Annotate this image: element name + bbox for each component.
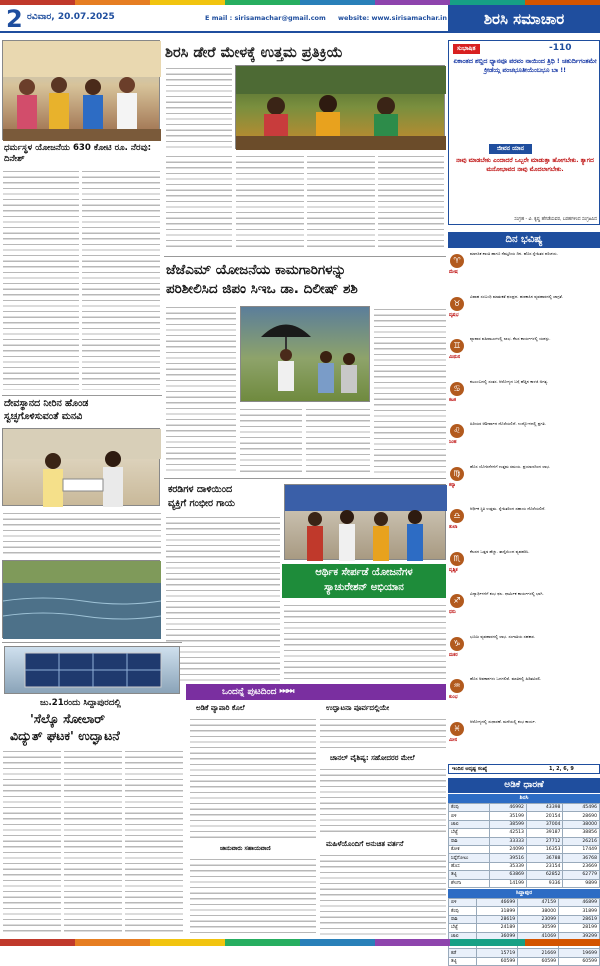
price-cell: 9336: [526, 879, 563, 887]
price-cell: 46992: [490, 804, 527, 812]
subhashita-tag: ಸುಭಾಷಿತ: [453, 44, 480, 54]
price-cell: 46699: [477, 899, 518, 907]
price-cell: 24099: [490, 845, 527, 853]
price-cell: 17449: [563, 845, 600, 853]
zodiac-icon: ♐: [450, 594, 464, 608]
horoscope-item: [448, 335, 600, 365]
census-headline-line2: ಸ್ಯಾಚುರೇಶನ್ ಅಭಿಯಾನ: [324, 582, 404, 593]
variety-name: ಕೆಂಪು: [449, 907, 477, 915]
sirsi-price-table: [448, 803, 600, 888]
dere-mela-body-col0: [166, 65, 232, 149]
news-photo-memorandum: [2, 428, 160, 506]
zodiac-prediction: ಕೆಲಸದ ಒತ್ತಡ ಹೆಚ್ಚು. ತಾಳ್ಮೆಯಿಂದ ವ್ಯವಹರಿಸಿ.: [470, 548, 530, 554]
divider: [164, 478, 446, 479]
horoscope-item: [448, 505, 600, 535]
sirsi-market-label: ಶಿರಸಿ: [448, 794, 600, 803]
email-address[interactable]: E mail : sirisamachar@gmail.com: [205, 14, 326, 22]
bear-headline-line1: ಕರಡಿಗಳ ದಾಳಿಯಿಂದ: [168, 484, 233, 495]
horoscope-item: [448, 420, 600, 450]
price-cell: 38599: [490, 820, 527, 828]
dere-mela-body-col2: [236, 153, 304, 251]
price-cell: 9899: [563, 879, 600, 887]
women-misbehaviour-body: [320, 852, 446, 936]
inauguration-body: [320, 716, 446, 750]
price-cell: 23669: [563, 862, 600, 870]
website-link[interactable]: website: www.sirisamachar.in: [338, 14, 448, 22]
horoscope-item: [448, 590, 600, 620]
jjm-body-col4: [374, 306, 446, 474]
variety-name: ರಾಶಿ: [449, 837, 490, 845]
news-photo-jjm: [240, 306, 370, 402]
zodiac-icon: ♑: [450, 637, 464, 651]
price-row: [449, 862, 600, 870]
price-cell: 42513: [490, 829, 527, 837]
price-row: [449, 820, 600, 828]
devasthana-headline-line1: ದೇವಸ್ಥಾನದ ನೀರಿನ ಹೊಂಡ: [4, 398, 89, 409]
price-cell: 28619: [477, 915, 518, 923]
jjm-headline-line2: ಪರಿಶೀಲಿಸಿದ ಜಿಪಂ ಸಿಇಒ ಡಾ. ದಿಲೀಷ್ ಶಶಿ: [166, 281, 358, 297]
price-cell: 46899: [559, 899, 600, 907]
price-row: [449, 924, 600, 932]
price-cell: 47159: [518, 899, 559, 907]
horoscope-item: [448, 633, 600, 663]
price-row: [449, 949, 600, 957]
zodiac-icon: ♈: [450, 254, 464, 268]
subhashita-number: -110: [549, 43, 572, 53]
news-photo-dharmasthala: [2, 40, 160, 140]
divider: [2, 642, 182, 643]
zodiac-name: ಮೇಷ: [449, 270, 458, 275]
price-cell: 60599: [518, 957, 559, 965]
zodiac-prediction: ಹಿರಿಯರ ಆಶೀರ್ವಾದ ದೊರೆಯಲಿದೆ. ಉದ್ಯೋಗದಲ್ಲಿ ಪ್ರಗತಿ.: [470, 421, 547, 426]
divider: [164, 256, 446, 257]
news-photo-bank-event: [284, 484, 446, 560]
price-cell: 41069: [518, 932, 559, 940]
price-cell: 27712: [526, 837, 563, 845]
price-cell: 60599: [477, 957, 518, 965]
zodiac-name: ಮೀನ: [449, 737, 458, 743]
price-cell: 36099: [477, 932, 518, 940]
zodiac-prediction: ಹೊಸ ಯೋಜನೆಗಳಿಗೆ ಉತ್ತಮ ಸಮಯ. ಪ್ರಯಾಣದಿಂದ ಲಾಭ.: [470, 463, 551, 469]
zodiac-icon: ♒: [450, 679, 464, 693]
price-cell: 23154: [526, 862, 563, 870]
horoscope-item: [448, 463, 600, 493]
horoscope-item: [448, 675, 600, 705]
price-row: [449, 899, 600, 907]
variety-name: ಕಡೆ: [449, 949, 477, 957]
devasthana-headline-line2: ಸ್ವಚ್ಛಗೊಳಿಸುವಂತೆ ಮನವಿ: [4, 411, 83, 422]
lucky-number-values: 1, 2, 6, 9: [549, 766, 574, 772]
price-cell: 38000: [563, 820, 600, 828]
cattle-helpline-headline: ಜಾನುವಾರು ಸಹಾಯವಾಣಿ: [220, 845, 271, 852]
adike-murder-body: [190, 716, 316, 840]
issue-date: ರವಿವಾರ, 20.07.2025: [27, 12, 115, 22]
price-cell: 37004: [526, 820, 563, 828]
variety-name: ಚಾಲಿ: [449, 820, 490, 828]
solar-body-col1: [3, 748, 61, 936]
subhashita-box: [448, 40, 600, 225]
channel-feature-body: [320, 766, 446, 836]
price-cell: 39187: [526, 829, 563, 837]
price-cell: 31899: [477, 907, 518, 915]
price-cell: 36788: [526, 854, 563, 862]
zodiac-name: ಮಿಥುನ: [449, 355, 461, 360]
zodiac-icon: ♎: [450, 509, 464, 523]
zodiac-name: ಮಕರ: [449, 652, 458, 658]
price-cell: 39299: [559, 932, 600, 940]
price-cell: 60599: [559, 957, 600, 965]
women-misbehaviour-headline: ಮಹಿಳೆಯೊಂದಿಗೆ ಅನುಚಿತ ವರ್ತನೆ: [326, 840, 404, 848]
zodiac-prediction: ಭೂಮಿ ವ್ಯವಹಾರದಲ್ಲಿ ಲಾಭ. ಸಂಗಾತಿಯ ಸಹಕಾರ.: [470, 633, 536, 639]
price-cell: 30599: [518, 924, 559, 932]
dere-mela-body-col3: [307, 153, 375, 251]
variety-name: ಶೇಂಗಾ: [449, 879, 490, 887]
price-cell: 31899: [559, 907, 600, 915]
price-cell: 16353: [526, 845, 563, 853]
price-cell: 14199: [490, 879, 527, 887]
variety-name: ಬಿಳಿ: [449, 812, 490, 820]
dharmasthala-body-col1: [3, 168, 79, 390]
price-cell: 24189: [477, 924, 518, 932]
lucky-number-row: [448, 764, 600, 774]
census-headline-box: [282, 564, 446, 598]
price-row: [449, 879, 600, 887]
cattle-helpline-body: [190, 856, 316, 936]
zodiac-prediction: ವಿದ್ಯಾರ್ಥಿಗಳಿಗೆ ಶುಭ ಫಲ. ಧಾರ್ಮಿಕ ಕಾರ್ಯಗಳಲ್ಲಿ ಭಾಗಿ.: [470, 591, 544, 596]
solar-body-col3: [125, 748, 183, 936]
jeevana-yana-message: ನಾವು ಮಾಡಬೇಕು ಎಂದಾದರೆ ಒಬ್ಬರೇ ಮಾಡುತ್ತಾ ಹೋಗಬೇಕು. ತ್ಯಾಗದ ಮನೋಭಾವದ ನಾವು ಮೊದಲಾಗಬೇಕು.: [456, 157, 594, 173]
channel-feature-headline: ಚಾನಲ್ ವೈಶಿಷ್ಯ: ಸಹೋದರರ ಮೇಲೆ: [330, 754, 415, 762]
variety-name: ಹೊಸ: [449, 862, 490, 870]
zodiac-prediction: ಹೊಸ ಅವಕಾಶಗಳು ಒದಗಲಿವೆ. ಮಾತಿನಲ್ಲಿ ಹಿಡಿತವಿರಲಿ.: [470, 676, 542, 681]
price-cell: 38000: [518, 907, 559, 915]
horoscope-item: [448, 378, 600, 408]
variety-name: ಬೆಟ್ಟೆ: [449, 829, 490, 837]
adike-murder-headline: ಅಡಿಕೆ ವ್ಯಾಪಾರಿ ಕೊಲೆ: [196, 704, 245, 712]
zodiac-name: ಕನ್ಯಾ: [449, 482, 456, 488]
bear-body: [166, 514, 280, 682]
price-row: [449, 854, 600, 862]
jjm-body-col1: [166, 304, 236, 474]
price-cell: 45496: [563, 804, 600, 812]
variety-name: ಬೆಟ್ಟೆ: [449, 924, 477, 932]
photo-umbrella-icon: [241, 307, 371, 403]
price-row: [449, 812, 600, 820]
zodiac-icon: ♌: [450, 424, 464, 438]
zodiac-name: ಕುಂಭ: [449, 695, 458, 700]
price-cell: 63869: [490, 871, 527, 879]
price-cell: 35339: [490, 862, 527, 870]
inauguration-headline: ಉದ್ಘಾಟನಾ ಪೂರ್ವದಲ್ಲಿಯೇ: [326, 704, 390, 712]
variety-name: ಕೆಂಪು: [449, 804, 490, 812]
price-cell: 39516: [490, 854, 527, 862]
horoscope-title: ದಿನ ಭವಿಷ್ಯ: [448, 232, 600, 248]
price-row: [449, 871, 600, 879]
variety-name: ಕೋಕ: [449, 845, 490, 853]
price-cell: 19699: [559, 949, 600, 957]
price-cell: 36768: [563, 854, 600, 862]
page-header: [0, 5, 600, 33]
color-strip-bottom: [0, 939, 600, 946]
zodiac-prediction: ವ್ಯಾಪಾರ ವಹಿವಾಟುಗಳಲ್ಲಿ ಲಾಭ. ಕೆಲಸ ಕಾರ್ಯಗಳಲ್ಲಿ ಯಶಸ್ಸು.: [470, 336, 551, 341]
horoscope-item: [448, 718, 600, 748]
zodiac-name: ತುಲಾ: [449, 525, 458, 530]
zodiac-icon: ♍: [450, 467, 464, 481]
jjm-headline-line1: ಜೆಜೆಎಮ್ ಯೋಜನೆಯ ಕಾಮಗಾರಿಗಳನ್ನು: [166, 262, 347, 278]
horoscope-item: [448, 293, 600, 323]
price-row: [449, 915, 600, 923]
dharmasthala-body-col2: [82, 168, 160, 390]
price-cell: 26216: [563, 837, 600, 845]
zodiac-prediction: ಆರ್ಥಿಕ ಸ್ಥಿತಿ ಉತ್ತಮ. ಸ್ನೇಹಿತರಿಂದ ಸಹಾಯ ದೊರೆಯಲಿದೆ.: [470, 506, 546, 511]
zodiac-icon: ♉: [450, 297, 464, 311]
variety-name: ತಟ್ಟಿ: [449, 957, 477, 965]
price-row: [449, 804, 600, 812]
price-cell: 62779: [563, 871, 600, 879]
solar-headline-line3: ವಿದ್ಯುತ್ ಘಟಕ' ಉದ್ಘಾಟನೆ: [10, 728, 120, 743]
continued-banner: ಒಂದನ್ನೆ ಪುಟದಿಂದ ⏭⏭: [186, 684, 446, 700]
zodiac-prediction: ವಿವಾಹ ಸಂಬಂಧಿ ಮಾತುಕತೆ ಫಲಪ್ರದ. ಹಣಕಾಸಿನ ವ್ಯವಹಾರದಲ್ಲಿ ಜಾಗ್ರತೆ.: [470, 293, 564, 299]
photo-stage-icon: [285, 485, 447, 561]
zodiac-name: ಕಟಕ: [449, 397, 456, 403]
jeevana-yana-signature: ಸಂಗ್ರಹ - ವಿ. ಕೃಷ್ಣ ಹೆಗಡೆಯವರ, ಬರಹಗಳಿಂದ ಸಂಗ್ರಹಿಸಿದ: [514, 217, 597, 222]
jjm-body-col3: [306, 406, 370, 474]
devasthana-body: [3, 510, 161, 555]
horoscope-item: [448, 548, 600, 578]
bear-headline-line2: ವ್ಯಕ್ತಿಗೆ ಗಂಭೀರ ಗಾಯ: [168, 498, 235, 509]
price-cell: 38856: [563, 829, 600, 837]
zodiac-prediction: ಕುಟುಂಬದಲ್ಲಿ ಸಂತಸ. ಆರೋಗ್ಯದ ಬಗ್ಗೆ ಹೆಚ್ಚಿನ ಕಾಳಜಿ ಅಗತ್ಯ.: [470, 378, 549, 384]
zodiac-icon: ♋: [450, 382, 464, 396]
dere-mela-body-col4: [378, 153, 444, 251]
price-cell: 62852: [526, 871, 563, 879]
masthead: ಶಿರಸಿ ಸಮಾಚಾರ: [448, 5, 600, 33]
census-headline-line1: ಆರ್ಥಿಕ ಸೇರ್ಪಡೆ ಯೋಜನೆಗಳ: [315, 567, 413, 578]
price-cell: 35199: [490, 812, 527, 820]
news-photo-water-tank: [2, 560, 160, 638]
price-cell: 28619: [559, 915, 600, 923]
solar-body-col2: [64, 748, 122, 936]
variety-name: ಬಿಳಿ: [449, 899, 477, 907]
solar-headline-line2: 'ಸೆಲ್ಕೊ ಸೋಲಾರ್: [30, 711, 105, 726]
price-cell: 43398: [526, 804, 563, 812]
news-photo-dere-mela: [235, 65, 445, 149]
siddapur-market-label: ಸಿದ್ದಾಪುರ: [448, 889, 600, 898]
dharmasthala-headline: ಧರ್ಮಸ್ಥಳ ಯೋಜನೆಯ 630 ಕೋಟಿ ರೂ. ನೆರವು: ದಿನೇಶ್: [4, 143, 152, 164]
zodiac-prediction: ಆರೋಗ್ಯದಲ್ಲಿ ಸುಧಾರಣೆ. ಮನೆಯಲ್ಲಿ ಶುಭ ಕಾರ್ಯ.: [470, 718, 537, 724]
price-row: [449, 829, 600, 837]
subhashita-verse: ಏಕಾಂತದ ಶಬ್ದಿದ ಧ್ಯಾನವೂ ಪರವಂ ನಾಯಿಂದ ತ್ರಿಧಿ ! ಚತುರ್ದಿಗಂತಮೇ ಕ್ರೀಡೆಯ್ಗ ಪಂಚಭೂತೀಯೆಂಬಭೂ ಬಾ !!: [453, 58, 597, 74]
zodiac-name: ಧನು: [449, 610, 456, 615]
price-cell: 28690: [563, 812, 600, 820]
dere-mela-body-col1: [166, 153, 232, 251]
main-headline: ಶಿರಸಿ ಡೇರೆ ಮೇಳಕ್ಕೆ ಉತ್ತಮ ಪ್ರತಿಕ್ರಿಯೆ: [165, 45, 343, 61]
news-photo-solar-unit: [4, 646, 180, 694]
price-cell: 21669: [518, 949, 559, 957]
jjm-body-col2: [240, 406, 302, 474]
solar-panel-icon: [5, 647, 181, 695]
zodiac-icon: ♓: [450, 722, 464, 736]
solar-headline-line1: ಜು.21ರಂದು ಸಿದ್ದಾಪುರದಲ್ಲಿ: [40, 698, 121, 708]
price-row: [449, 957, 600, 965]
price-row: [449, 837, 600, 845]
price-cell: 15719: [477, 949, 518, 957]
zodiac-icon: ♊: [450, 339, 464, 353]
variety-name: ತಟ್ಟಿ: [449, 871, 490, 879]
jeevana-yana-title: ಜೀವನ ಯಾನ: [489, 144, 532, 154]
page-number: 2: [6, 5, 23, 33]
price-row: [449, 845, 600, 853]
horoscope-item: [448, 250, 600, 280]
photo-officials-icon: [3, 429, 161, 507]
photo-pond-icon: [3, 561, 161, 639]
price-cell: 28199: [559, 924, 600, 932]
census-body: [284, 602, 446, 680]
zodiac-name: ವೃಶ್ಚಿಕ: [449, 567, 458, 573]
photo-people-icon: [3, 41, 161, 141]
variety-name: ಚಾಲಿ: [449, 932, 477, 940]
price-cell: 23099: [518, 915, 559, 923]
photo-crowd-icon: [236, 66, 446, 150]
price-row: [449, 907, 600, 915]
variety-name: ರಾಶಿ: [449, 915, 477, 923]
zodiac-name: ವೃಷಭ: [449, 312, 459, 318]
arecanut-price-title: ಅಡಿಕೆ ಧಾರಣೆ: [448, 778, 600, 793]
variety-name: ಸಿಪ್ಪೆಗೋಟು: [449, 854, 490, 862]
divider: [2, 395, 162, 396]
price-cell: 33333: [490, 837, 527, 845]
zodiac-icon: ♏: [450, 552, 464, 566]
zodiac-prediction: ಮಾನಸಿಕ ಶಾಂತಿ ಹಾಗೂ ನೆಮ್ಮದಿಯ ದಿನ. ಹೊಸ ಸ್ನೇಹಿತರ ಪರಿಚಯ.: [470, 251, 558, 256]
price-cell: 20154: [526, 812, 563, 820]
siddapur-price-table: [448, 898, 600, 966]
zodiac-name: ಸಿಂಹ: [449, 440, 457, 445]
lucky-number-label: ಇಂದಿನ ಅದೃಷ್ಟ ಸಂಖ್ಯೆ: [452, 766, 488, 772]
